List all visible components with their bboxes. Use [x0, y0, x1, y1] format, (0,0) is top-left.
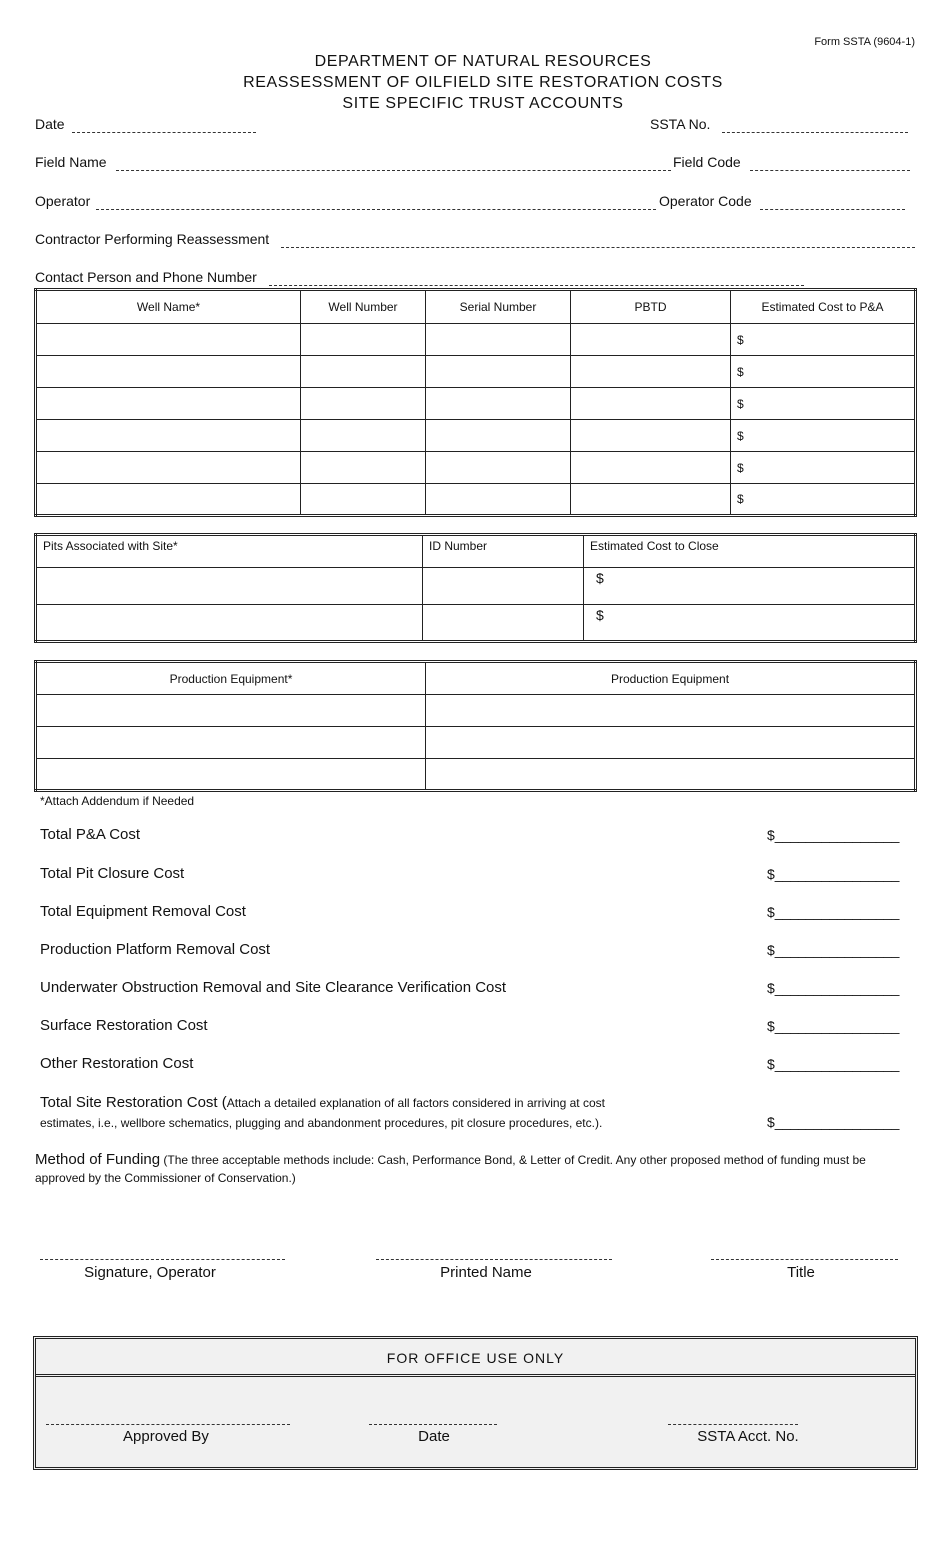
- id-number-header: ID Number: [423, 535, 584, 568]
- well-name-cell[interactable]: [36, 484, 301, 516]
- dollar-sign: $: [737, 332, 744, 347]
- table-row: [36, 484, 916, 516]
- dollar-sign: $: [737, 460, 744, 475]
- total-site-block: [40, 1094, 605, 1112]
- pit-name-cell[interactable]: [36, 568, 423, 605]
- title-reassessment: REASSESSMENT OF OILFIELD SITE RESTORATION COSTS: [243, 74, 723, 91]
- office-date-label: Date: [418, 1428, 450, 1445]
- approved-by-label: Approved By: [123, 1428, 209, 1445]
- production-equipment-header-2: Production Equipment: [426, 662, 916, 695]
- cost-field-platform[interactable]: $________________: [767, 942, 900, 958]
- office-use-box: [33, 1336, 918, 1470]
- dollar-sign: $: [737, 364, 744, 379]
- equipment-cell[interactable]: [426, 727, 916, 759]
- serial-number-cell[interactable]: [426, 420, 571, 452]
- serial-number-cell[interactable]: [426, 356, 571, 388]
- title-department: DEPARTMENT OF NATURAL RESOURCES: [314, 53, 652, 70]
- cost-label-other: Other Restoration Cost: [40, 1055, 194, 1072]
- well-name-header: Well Name*: [36, 290, 301, 324]
- printed-name-line[interactable]: [376, 1259, 612, 1260]
- total-site-label: Total Site Restoration Cost (: [40, 1094, 227, 1111]
- office-date-line[interactable]: [369, 1424, 497, 1425]
- pit-id-cell[interactable]: [423, 605, 584, 642]
- equipment-cell[interactable]: [36, 695, 426, 727]
- approved-by-line[interactable]: [46, 1424, 290, 1425]
- date-field[interactable]: [72, 132, 256, 133]
- office-use-header: FOR OFFICE USE ONLY: [36, 1339, 915, 1377]
- funding-note-2: approved by the Commissioner of Conservation.): [35, 1171, 296, 1185]
- pits-header-row: [36, 535, 916, 568]
- operator-field[interactable]: [96, 209, 656, 210]
- table-row: [36, 759, 916, 791]
- equipment-cell[interactable]: [426, 695, 916, 727]
- printed-name-label: Printed Name: [440, 1264, 532, 1281]
- ssta-no-field[interactable]: [722, 132, 908, 133]
- serial-number-cell[interactable]: [426, 484, 571, 516]
- well-name-cell[interactable]: [36, 324, 301, 356]
- signature-operator-line[interactable]: [40, 1259, 285, 1260]
- pbtd-cell[interactable]: [571, 356, 731, 388]
- addendum-note: *Attach Addendum if Needed: [40, 794, 195, 808]
- pit-cost-cell[interactable]: [584, 605, 916, 642]
- operator-label: Operator: [35, 193, 91, 209]
- pbtd-cell[interactable]: [571, 388, 731, 420]
- equipment-cell[interactable]: [426, 759, 916, 791]
- cost-field-surface[interactable]: $________________: [767, 1018, 900, 1034]
- table-row: [36, 452, 916, 484]
- cost-cell[interactable]: [731, 388, 916, 420]
- well-name-cell[interactable]: [36, 452, 301, 484]
- dollar-sign: $: [596, 607, 604, 623]
- ssta-no-label: SSTA No.: [650, 116, 711, 132]
- equipment-cell[interactable]: [36, 727, 426, 759]
- pits-header: Pits Associated with Site*: [36, 535, 423, 568]
- cost-cell[interactable]: [731, 452, 916, 484]
- cost-field-pit[interactable]: $________________: [767, 866, 900, 882]
- estimated-cost-close-header: Estimated Cost to Close: [584, 535, 916, 568]
- total-site-note: Attach a detailed explanation of all factors considered in arriving at cost: [226, 1096, 605, 1110]
- pit-id-cell[interactable]: [423, 568, 584, 605]
- production-equipment-header: Production Equipment*: [36, 662, 426, 695]
- cost-field-equipment[interactable]: $________________: [767, 904, 900, 920]
- dollar-sign: $: [596, 570, 604, 586]
- cost-field-underwater[interactable]: $________________: [767, 980, 900, 996]
- pbtd-cell[interactable]: [571, 324, 731, 356]
- table-row: [36, 695, 916, 727]
- well-name-cell[interactable]: [36, 356, 301, 388]
- cost-cell[interactable]: [731, 484, 916, 516]
- pbtd-cell[interactable]: [571, 452, 731, 484]
- cost-field-other[interactable]: $________________: [767, 1056, 900, 1072]
- cost-field-total-site[interactable]: $________________: [767, 1114, 900, 1130]
- table-row: [36, 568, 916, 605]
- equipment-header-row: [36, 662, 916, 695]
- operator-code-label: Operator Code: [659, 193, 752, 209]
- date-label: Date: [35, 116, 65, 132]
- cost-cell[interactable]: [731, 420, 916, 452]
- well-number-cell[interactable]: [301, 420, 426, 452]
- dollar-sign: $: [737, 428, 744, 443]
- operator-code-field[interactable]: [760, 209, 905, 210]
- field-code-label: Field Code: [673, 154, 741, 170]
- pbtd-header: PBTD: [571, 290, 731, 324]
- cost-cell[interactable]: [731, 356, 916, 388]
- cost-label-surface: Surface Restoration Cost: [40, 1017, 208, 1034]
- funding-block: [35, 1151, 866, 1169]
- equipment-cell[interactable]: [36, 759, 426, 791]
- serial-number-cell[interactable]: [426, 324, 571, 356]
- wells-header-row: [36, 290, 916, 324]
- form-number: Form SSTA (9604-1): [814, 36, 915, 48]
- contractor-label: Contractor Performing Reassessment: [35, 231, 270, 247]
- well-number-cell[interactable]: [301, 324, 426, 356]
- contractor-field[interactable]: [281, 247, 915, 248]
- contact-field[interactable]: [269, 285, 804, 286]
- well-number-cell[interactable]: [301, 356, 426, 388]
- well-name-cell[interactable]: [36, 420, 301, 452]
- well-number-cell[interactable]: [301, 388, 426, 420]
- table-row: [36, 388, 916, 420]
- contact-label: Contact Person and Phone Number: [35, 269, 257, 285]
- pbtd-cell[interactable]: [571, 484, 731, 516]
- pit-cost-cell[interactable]: [584, 568, 916, 605]
- title-line[interactable]: [711, 1259, 898, 1260]
- serial-number-header: Serial Number: [426, 290, 571, 324]
- pits-table: [34, 533, 917, 643]
- wells-table: [34, 288, 917, 517]
- total-site-note-2: estimates, i.e., wellbore schematics, plugging and abandonment procedures, pit closure procedures, etc.).: [40, 1116, 603, 1130]
- well-name-cell[interactable]: [36, 388, 301, 420]
- well-number-cell[interactable]: [301, 484, 426, 516]
- pbtd-cell[interactable]: [571, 420, 731, 452]
- field-name-label: Field Name: [35, 154, 107, 170]
- pit-name-cell[interactable]: [36, 605, 423, 642]
- cost-cell[interactable]: [731, 324, 916, 356]
- field-name-field[interactable]: [116, 170, 671, 171]
- cost-label-equipment: Total Equipment Removal Cost: [40, 903, 246, 920]
- signature-operator-label: Signature, Operator: [84, 1264, 216, 1281]
- field-code-field[interactable]: [750, 170, 910, 171]
- table-row: [36, 324, 916, 356]
- funding-note: (The three acceptable methods include: Cash, Performance Bond, & Letter of Credit. Any other proposed method of funding must be: [160, 1153, 866, 1167]
- well-number-header: Well Number: [301, 290, 426, 324]
- table-row: [36, 605, 916, 642]
- serial-number-cell[interactable]: [426, 388, 571, 420]
- table-row: [36, 727, 916, 759]
- cost-label-underwater: Underwater Obstruction Removal and Site Clearance Verification Cost: [40, 979, 507, 996]
- dollar-sign: $: [737, 396, 744, 411]
- ssta-acct-label: SSTA Acct. No.: [697, 1428, 799, 1445]
- funding-label: Method of Funding: [35, 1151, 161, 1168]
- well-number-cell[interactable]: [301, 452, 426, 484]
- ssta-acct-line[interactable]: [668, 1424, 798, 1425]
- cost-label-pa: Total P&A Cost: [40, 826, 141, 843]
- dollar-sign: $: [737, 492, 744, 506]
- serial-number-cell[interactable]: [426, 452, 571, 484]
- estimated-cost-pa-header: Estimated Cost to P&A: [731, 290, 916, 324]
- title-label: Title: [787, 1264, 815, 1281]
- title-trust-accounts: SITE SPECIFIC TRUST ACCOUNTS: [342, 95, 624, 112]
- table-row: [36, 420, 916, 452]
- equipment-table: [34, 660, 917, 792]
- cost-label-platform: Production Platform Removal Cost: [40, 941, 271, 958]
- cost-label-pit: Total Pit Closure Cost: [40, 865, 185, 882]
- cost-field-pa[interactable]: $________________: [767, 827, 900, 843]
- table-row: [36, 356, 916, 388]
